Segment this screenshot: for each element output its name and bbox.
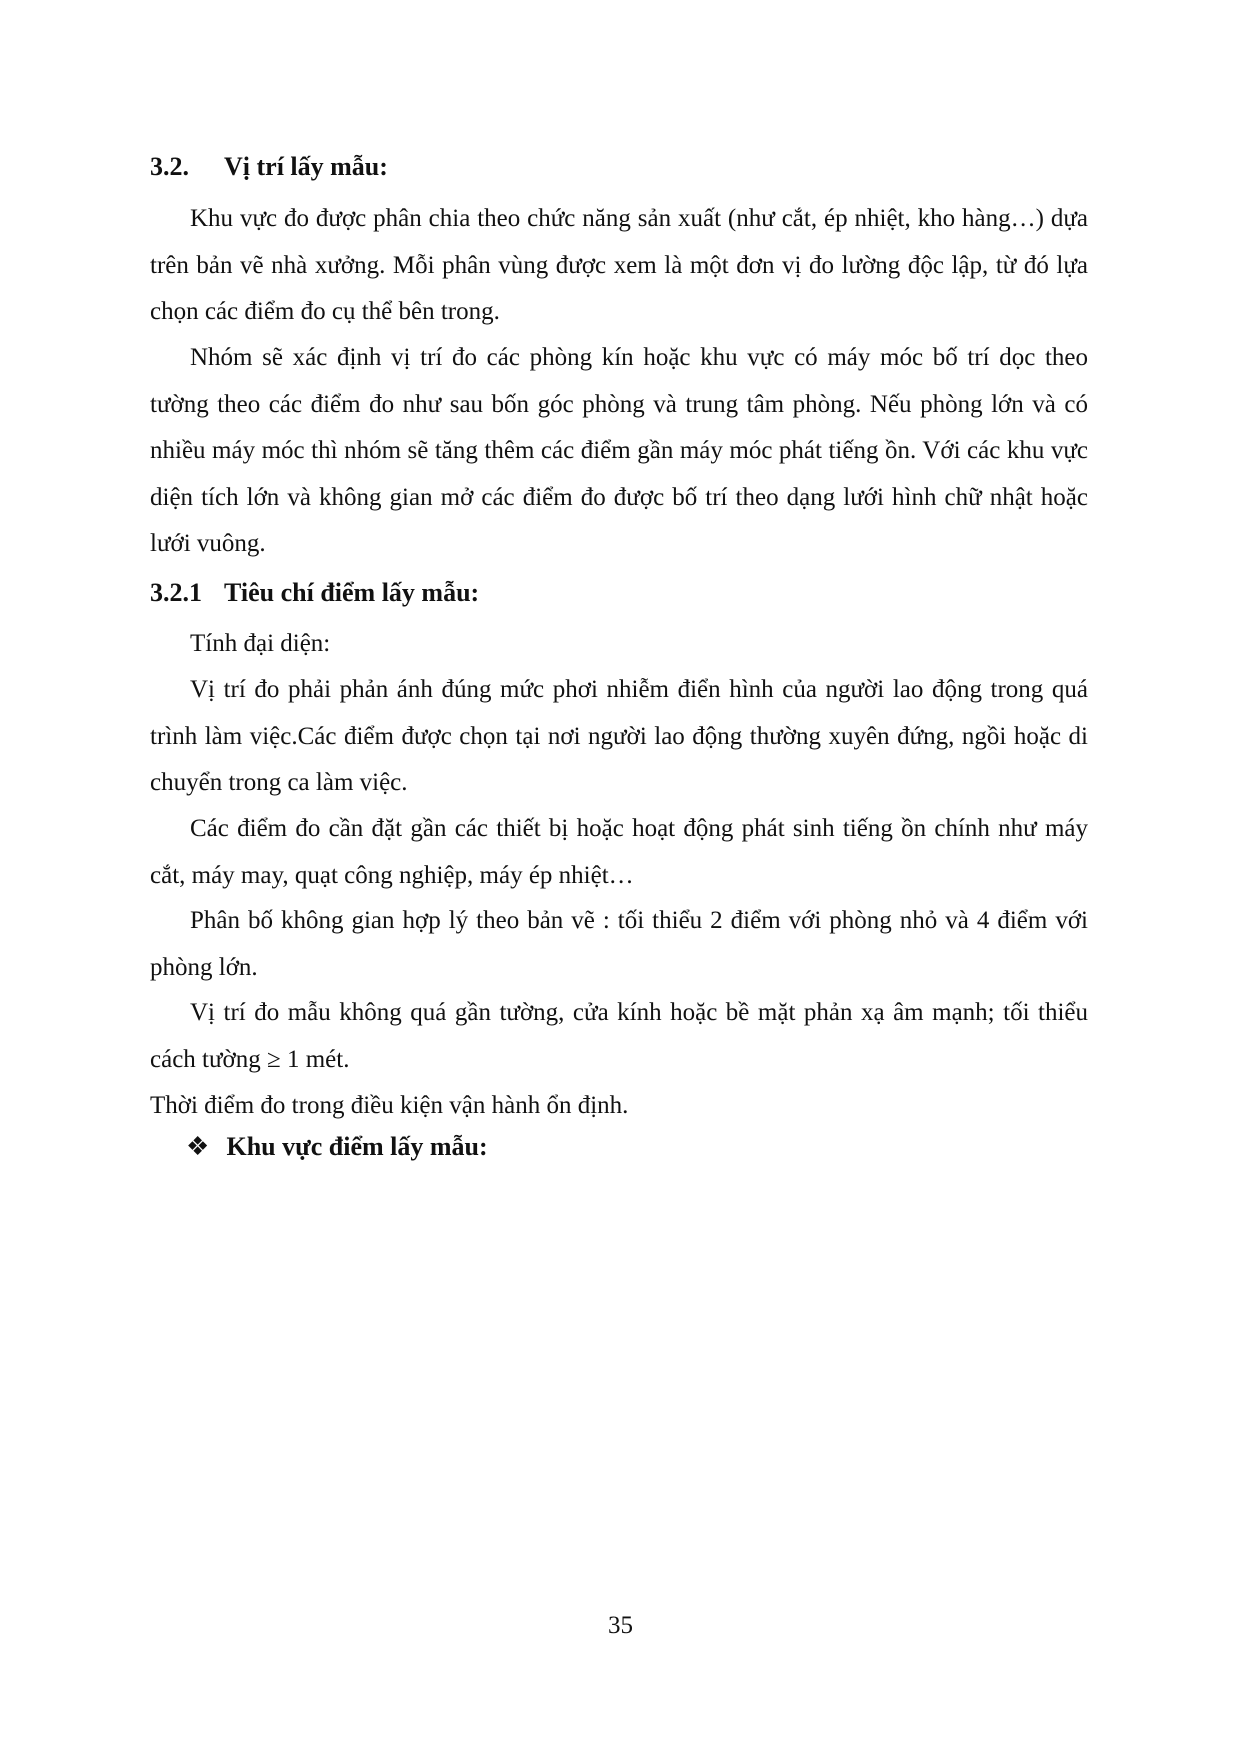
bullet-heading-text: Khu vực điểm lấy mẫu: bbox=[226, 1132, 488, 1161]
page-number: 35 bbox=[608, 1612, 633, 1639]
intro-paragraph-1: Khu vực đo được phân chia theo chức năng sản xuất (như cắt, ép nhiệt, kho hàng…) dựa trên bản vẽ nhà xưởng. Mỗi phân vùng được xem là một đơn vị đo lường độc lập, từ đó lựa chọn các điểm đo cụ thể bên trong. bbox=[150, 205, 1088, 325]
bullet-heading bbox=[186, 1132, 488, 1162]
intro-paragraph-2: Nhóm sẽ xác định vị trí đo các phòng kín hoặc khu vực có máy móc bố trí dọc theo tường theo các điểm đo như sau bốn góc phòng và trung tâm phòng. Nếu phòng lớn và có nhiều máy móc thì nhóm sẽ tăng thêm các điểm gần máy móc phát tiếng ồn. Với các khu vực diện tích lớn và không gian mở các điểm đo được bố trí theo dạng lưới hình chữ nhật hoặc lưới vuông. bbox=[150, 344, 1088, 557]
subsection-heading bbox=[150, 578, 479, 608]
criteria-note: Thời điểm đo trong điều kiện vận hành ổn định. bbox=[150, 1092, 629, 1119]
criteria-item-4: Vị trí đo mẫu không quá gần tường, cửa kính hoặc bề mặt phản xạ âm mạnh; tối thiểu cách tường ≥ 1 mét. bbox=[150, 999, 1088, 1073]
section-title: Vị trí lấy mẫu: bbox=[224, 152, 388, 181]
criteria-label: Tính đại diện: bbox=[190, 630, 331, 657]
section-heading bbox=[150, 152, 388, 182]
criteria-item-1: Vị trí đo phải phản ánh đúng mức phơi nhiễm điển hình của người lao động trong quá trình làm việc.Các điểm được chọn tại nơi người lao động thường xuyên đứng, ngồi hoặc di chuyển trong ca làm việc. bbox=[150, 676, 1088, 796]
diamond-bullet-icon: ❖ bbox=[186, 1132, 210, 1161]
subsection-number: 3.2.1 bbox=[150, 578, 202, 607]
subsection-title: Tiêu chí điểm lấy mẫu: bbox=[224, 578, 480, 607]
criteria-item-3: Phân bố không gian hợp lý theo bản vẽ : tối thiểu 2 điểm với phòng nhỏ và 4 điểm với phòng lớn. bbox=[150, 907, 1088, 981]
criteria-item-2: Các điểm đo cần đặt gần các thiết bị hoặc hoạt động phát sinh tiếng ồn chính như máy cắt, máy may, quạt công nghiệp, máy ép nhiệt… bbox=[150, 815, 1088, 889]
section-number: 3.2. bbox=[150, 152, 189, 181]
